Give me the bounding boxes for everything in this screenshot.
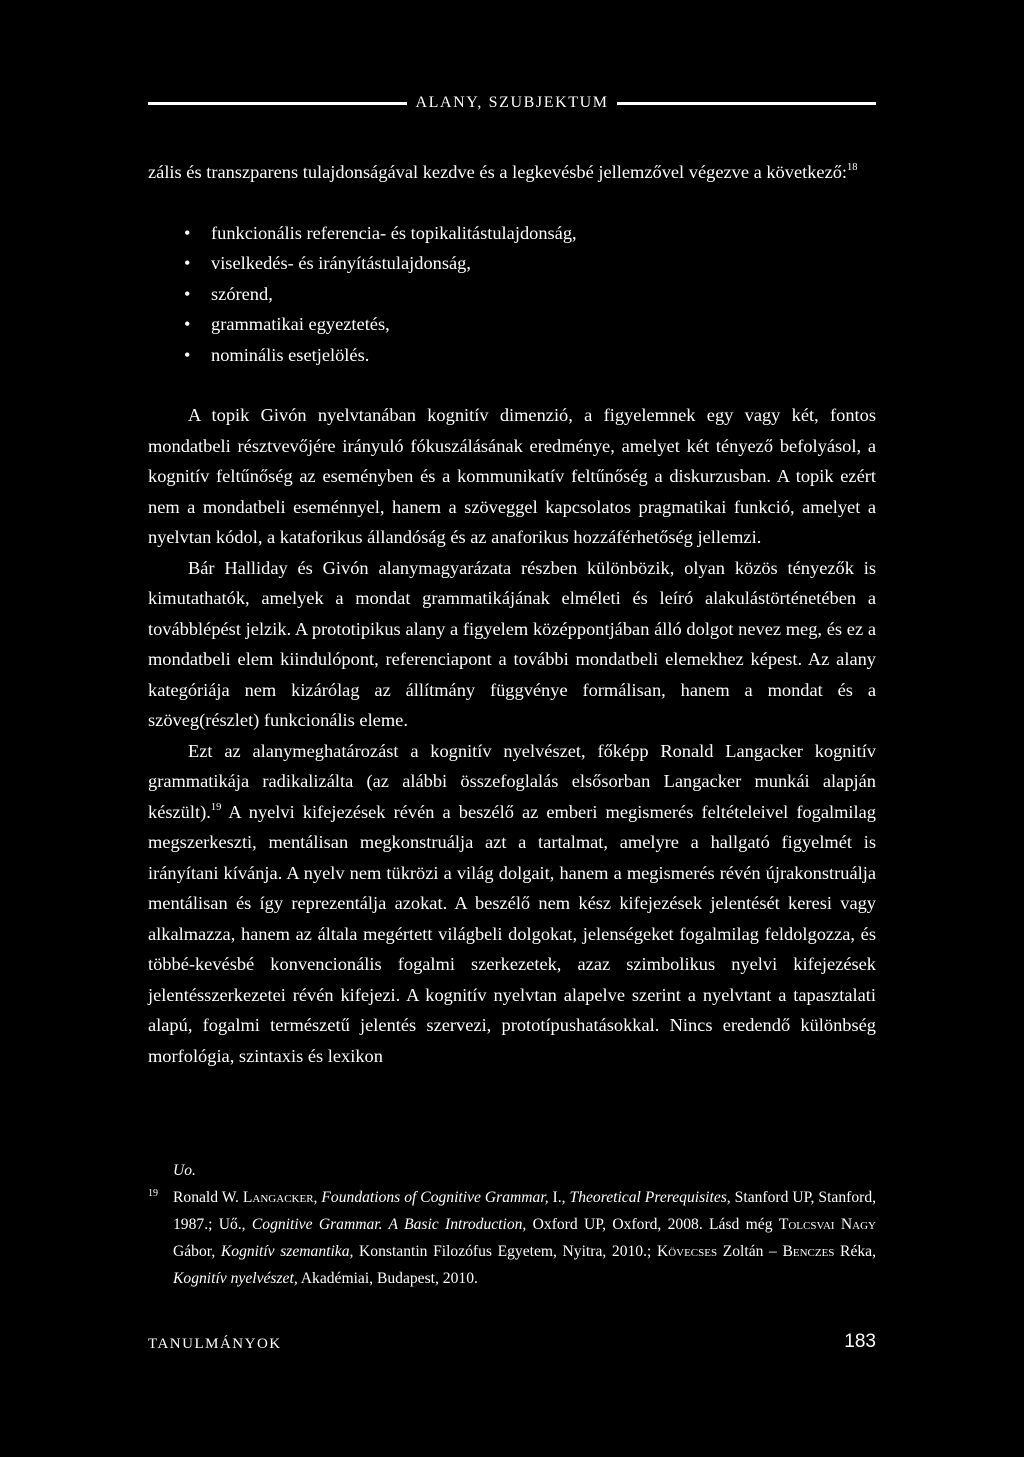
bullet-icon: •: [184, 344, 191, 365]
bullet-icon: •: [184, 222, 191, 243]
bullet-icon: •: [184, 283, 191, 304]
running-header-title: ALANY, SZUBJEKTUM: [415, 94, 609, 111]
list-item: • viselkedés- és irányítástulajdonság,: [184, 248, 876, 279]
footnote-number: 19: [148, 1188, 158, 1199]
book-title: Kognitív szemantika,: [220, 1243, 354, 1260]
author-name: Benczes: [782, 1243, 835, 1260]
body-text: [148, 157, 876, 1071]
header-rule-right: [617, 102, 876, 105]
book-title: Foundations of Cognitive Grammar,: [321, 1189, 549, 1206]
page-number: 183: [844, 1331, 876, 1352]
book-title: Theoretical Prerequisites,: [569, 1189, 731, 1206]
paragraph-langacker: Ezt az alanymeghatározást a kognitív nyelvészet, főképp Ronald Langacker kognitív grammatikája radikalizálta (az alábbi összefoglalás elsősorban Langacker munkái alapján készült).$^{19}$ A nyelvi kifejezések révén a beszélő az emberi megismerés feltételeivel fogalmilag megszerkeszti, mentálisan megkonstruálja azt a tartalmat, amelyre a hallgató figyelmét is irányítani kívánja. A nyelv nem tükrözi a világ dolgait, hanem a megismerés révén újrakonstruálja mentálisan és így reprezentálja azokat. A beszélő nem kész kifejezések jelentését keresi vagy alkalmazza, hanem az általa megértett világbeli dolgokat, jelenségeket fogalmilag feldolgozza, és többé-kevésbé konvencionális fogalmi szerkezetek, azaz szimbolikus nyelvi kifejezések jelentésszerkezetei révén kifejezi. A kognitív nyelvtan alapelve szerint a nyelvtant a tapasztalati alapú, fogalmi természetű jelentés szervezi, prototípushatásokkal. Nincs eredendő különbség morfológia, szintaxis és lexikon: [148, 740, 876, 1066]
header-rule-left: [148, 102, 407, 105]
author-name: Kövecses: [656, 1243, 718, 1260]
list-item: • szórend,: [184, 279, 876, 310]
footnote-ref-18[interactable]: 18: [847, 162, 858, 173]
book-title: Kognitív nyelvészet,: [173, 1270, 298, 1287]
footnote-19: 19 Ronald W. Langacker, Foundations of Cognitive Grammar, I., Theoretical Prerequisites, Stanford UP, Stanford, 1987.; Uő., Cognitive Grammar. A Basic Introduction, Oxford UP, Oxford, 2008. Lásd még Tolcsvai Nagy Gábor, Kognitív szemantika, Konstantin Filozófus Egyetem, Nyitra, 2010.; Kövecses Zoltán – Benczes Réka, Kognitív nyelvészet, Akadémiai, Budapest, 2010.: [148, 1184, 876, 1292]
property-list: [148, 218, 876, 371]
footnote-ref-19[interactable]: 19: [210, 801, 222, 813]
author-name: Langacker: [242, 1189, 314, 1206]
footer-section-label: TANULMÁNYOK: [148, 1336, 282, 1352]
footnote-18: Uo.: [173, 1162, 196, 1179]
list-item: • grammatikai egyeztetés,: [184, 309, 876, 340]
book-title: Cognitive Grammar. A Basic Introduction,: [251, 1216, 527, 1233]
bullet-icon: •: [184, 314, 191, 334]
list-item: • nominális esetjelölés.: [184, 340, 876, 371]
footnotes: [148, 1157, 876, 1292]
running-header: [148, 89, 876, 117]
list-item: • funkcionális referencia- és topikalitástulajdonság,: [184, 218, 876, 249]
paragraph-halliday-givon: Bár Halliday és Givón alanymagyarázata részben különbözik, olyan közös tényezők is kimutathatók, amelyek a mondat grammatikájának elméleti és leíró alakulástörténetében a továbblépést jelzik. A prototipikus alany a figyelem középpontjában álló dolgot nevez meg, és ez a mondatbeli elem kiindulópont, referenciapont a további mondatbeli elemekhez képest. Az alany kategóriája nem kizárólag az állítmány függvénye formálisan, hanem a mondat és a szöveg(részlet) funkcionális eleme.: [148, 557, 876, 730]
bullet-icon: •: [184, 253, 191, 273]
intro-paragraph: zális és transzparens tulajdonságával kezdve és a legkevésbé jellemzővel végezve a következő:$^{18}$: [148, 162, 858, 182]
paragraph-topic: A topik Givón nyelvtanában kognitív dimenzió, a figyelemnek egy vagy két, fontos mondatbeli résztvevőjére irányuló fókuszálásának eredménye, amelyet két tényező befolyásol, a kognitív feltűnőség az eseményben és a kommunikatív feltűnőség a diskurzusban. A topik ezért nem a mondatbeli eseménnyel, hanem a szöveggel kapcsolatos pragmatikai funkció, amelyet a nyelvtan kódol, a kataforikus állandóság és az anaforikus hozzáférhetőség jellemzi.: [148, 405, 876, 547]
author-name: Tolcsvai Nagy: [778, 1216, 876, 1233]
